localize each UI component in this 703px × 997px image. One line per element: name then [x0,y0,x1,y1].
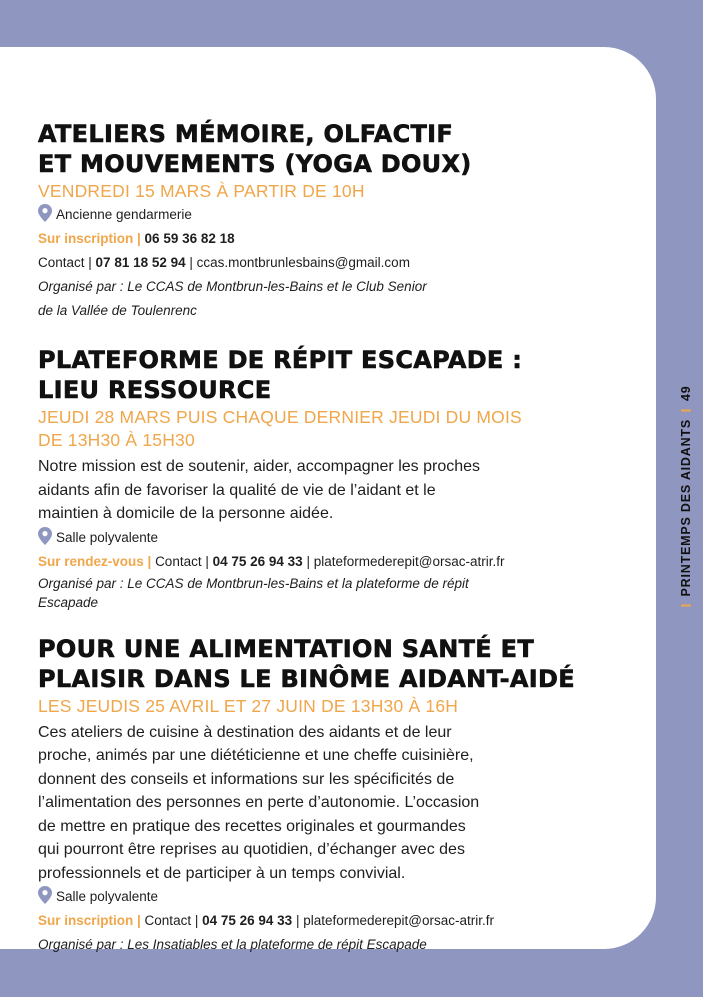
event-date: VENDREDI 15 MARS À PARTIR DE 10H [38,181,365,201]
event-contact: Sur rendez-vous | Contact | 04 75 26 94 33 | plateformederepit@orsac-atrir.fr [38,553,505,569]
map-pin-icon [38,527,52,545]
contact-phone[interactable]: 07 81 18 52 94 [95,255,186,270]
contact-email[interactable]: | ccas.montbrunlesbains@gmail.com [185,255,410,270]
event-organizer: Organisé par : Le CCAS de Montbrun-les-Bains et la plateforme de répit Escapade [38,575,469,610]
event-date: JEUDI 28 MARS PUIS CHAQUE DERNIER JEUDI DU MOIS DE 13H30 À 15H30 [38,407,522,450]
event-organizer: Organisé par : Les Insatiables et la plateforme de répit Escapade [38,937,427,952]
divider [681,604,691,606]
event-registration: Sur inscription | 06 59 36 82 18 [38,231,235,246]
map-pin-icon [38,886,52,904]
event-healthy-eating [38,634,598,958]
page-card [0,47,656,952]
contact-email[interactable]: | plateformederepit@orsac-atrir.fr [292,913,494,928]
event-date: LES JEUDIS 25 AVRIL ET 27 JUIN DE 13H30 À 16H [38,695,459,716]
page-content [38,119,598,979]
event-description: Notre mission est de soutenir, aider, accompagner les proches aidants afin de favoriser la qualité de vie de l’aidant et le maintien à domicile de la personne aidée. [38,458,481,522]
registration-phone[interactable]: 06 59 36 82 18 [144,231,235,246]
event-title: PLATEFORME DE RÉPIT ESCAPADE : LIEU RESSOURCE [38,346,523,404]
contact-phone[interactable]: 04 75 26 94 33 [202,913,293,928]
event-title: POUR UNE ALIMENTATION SANTÉ ET PLAISIR DANS LE BINÔME AIDANT-AIDÉ [38,634,575,693]
contact-email[interactable]: | plateformederepit@orsac-atrir.fr [302,553,505,569]
contact-phone[interactable]: 04 75 26 94 33 [212,553,303,569]
event-memory-workshops [38,119,598,323]
event-title: ATELIERS MÉMOIRE, OLFACTIF ET MOUVEMENTS (YOGA DOUX) [38,120,472,178]
event-contact: Sur inscription | Contact | 04 75 26 94 33 | plateformederepit@orsac-atrir.fr [38,913,494,928]
event-organizer: Organisé par : Le CCAS de Montbrun-les-Bains et le Club Senior de la Vallée de Toulenrenc [38,279,427,318]
event-respite-platform [38,345,598,612]
event-description: Ces ateliers de cuisine à destination des aidants et de leur proche, animés par une diététicienne et une cheffe cuisinière, donnent des conseils et informations sur les spécificités de l’alimentation des personnes en perte d’autonomie. L’occasion de mettre en pratique des recettes originales et gourmandes qui pourront être reprises au quotidien, d’échanger avec des professionnels et de participer à un temps convivial. [38,723,480,882]
section-title: PRINTEMPS DES AIDANTS [679,419,693,597]
event-location: Salle polyvalente [38,885,598,909]
event-contact: Contact | 07 81 18 52 94 | ccas.montbrunlesbains@gmail.com [38,255,410,270]
divider [681,409,691,411]
event-location: Ancienne gendarmerie [38,203,598,227]
page-number: 49 [679,385,693,402]
side-section-label [679,386,693,615]
map-pin-icon [38,204,52,222]
event-location: Salle polyvalente [38,526,598,550]
